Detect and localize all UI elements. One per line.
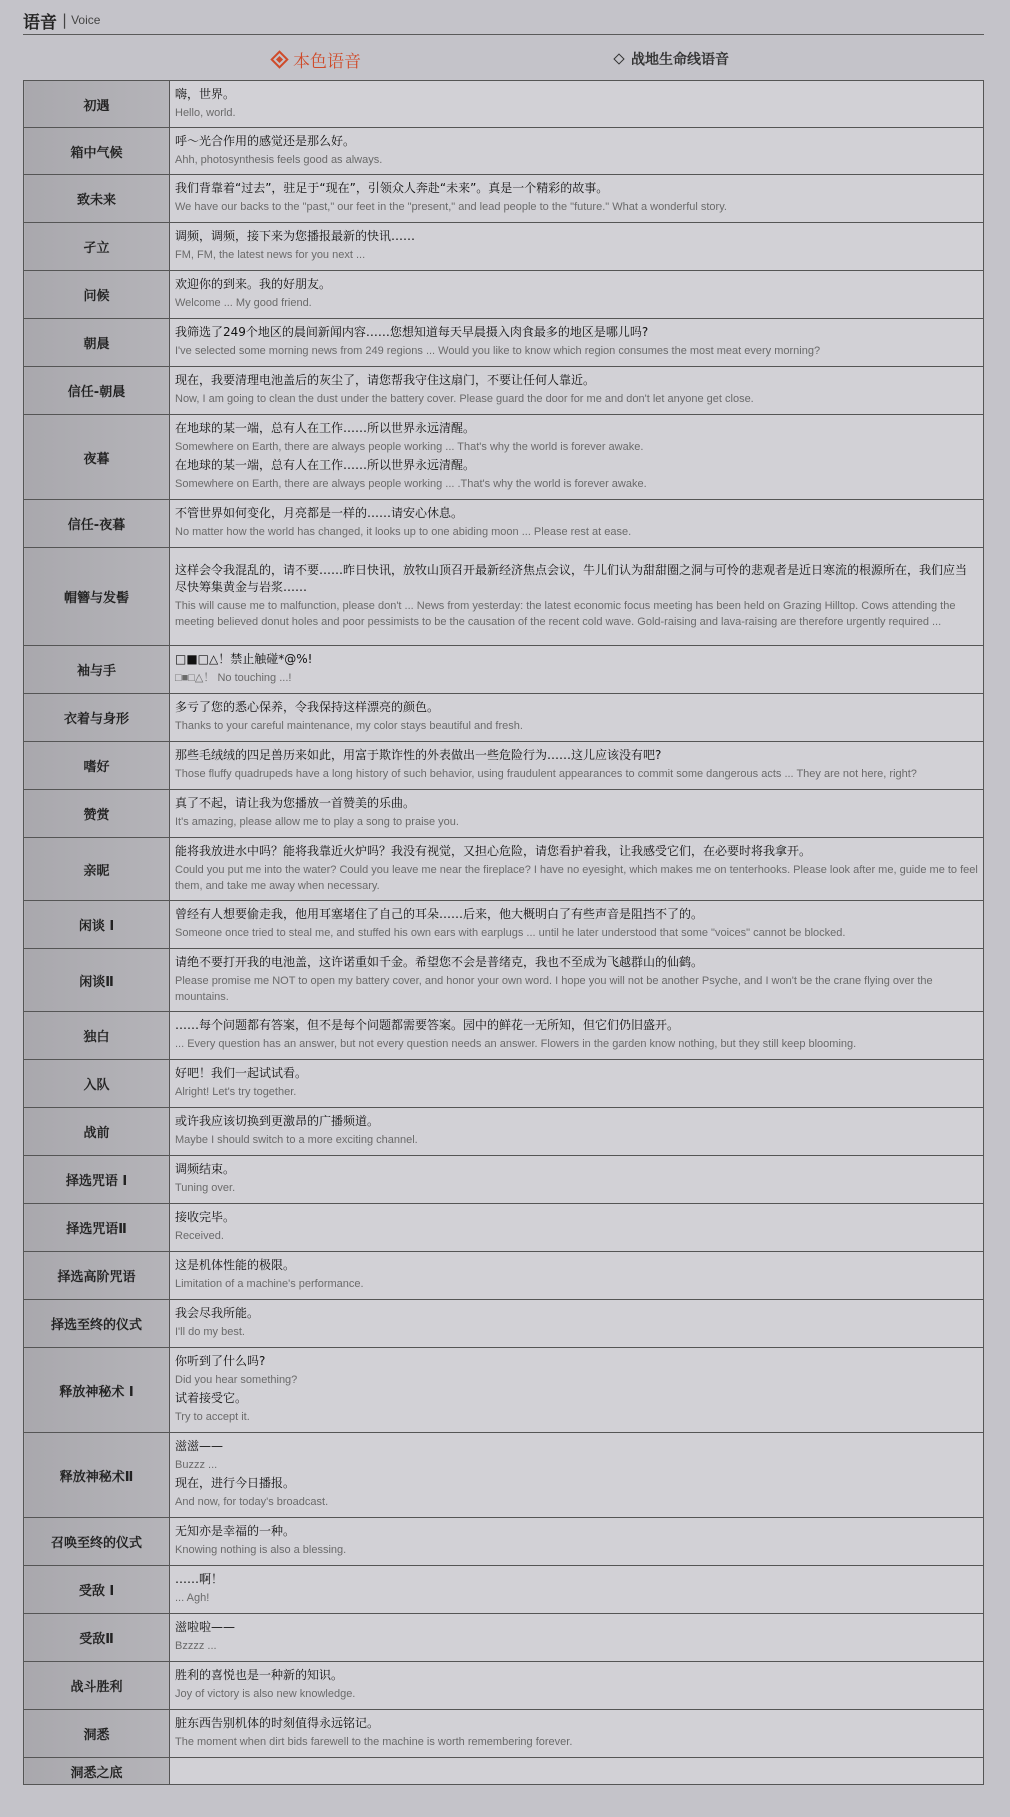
voice-row-content bbox=[170, 548, 984, 646]
voice-row-content bbox=[170, 790, 984, 838]
voice-line-chinese: 滋滋—— bbox=[175, 1439, 224, 1453]
voice-row-content bbox=[170, 646, 984, 694]
voice-row-label: 孑立 bbox=[24, 223, 170, 271]
voice-row-content bbox=[170, 1710, 984, 1758]
voice-line-english: Welcome ... My good friend. bbox=[175, 297, 312, 309]
voice-line-english: ... Agh! bbox=[175, 1592, 210, 1604]
voice-row bbox=[24, 1518, 984, 1566]
voice-row bbox=[24, 1710, 984, 1758]
voice-row-content bbox=[170, 1348, 984, 1433]
voice-line-english: Try to accept it. bbox=[175, 1411, 250, 1423]
voice-line-english: It's amazing, please allow me to play a song to praise you. bbox=[175, 816, 459, 828]
voice-row-content bbox=[170, 1252, 984, 1300]
tab-lifeline-voice-label: 战地生命线语音 bbox=[631, 52, 729, 68]
diamond-filled-icon bbox=[270, 50, 288, 68]
voice-row-label: 袖与手 bbox=[24, 646, 170, 694]
voice-row bbox=[24, 1348, 984, 1433]
voice-line-english: FM, FM, the latest news for you next ... bbox=[175, 249, 366, 261]
voice-line-english: Could you put me into the water? Could you leave me near the fireplace? I have no eyesight, which makes me on tenterhooks. Please look after me, guide me to feel them, and take me away when necessary. bbox=[175, 863, 978, 892]
voice-line-english: Now, I am going to clean the dust under the battery cover. Please guard the door for me and don't let anyone get close. bbox=[175, 393, 754, 405]
voice-row-content bbox=[170, 500, 984, 548]
voice-row bbox=[24, 1662, 984, 1710]
voice-row-content bbox=[170, 1204, 984, 1252]
voice-row bbox=[24, 901, 984, 949]
voice-line-english: Joy of victory is also new knowledge. bbox=[175, 1688, 356, 1700]
voice-row bbox=[24, 646, 984, 694]
voice-line-english: □■□△！ No touching ...! bbox=[175, 672, 292, 684]
voice-row-content bbox=[170, 1758, 984, 1785]
voice-row-content bbox=[170, 694, 984, 742]
voice-line-english: Tuning over. bbox=[175, 1182, 236, 1194]
voice-row-content bbox=[170, 1662, 984, 1710]
voice-row-content bbox=[170, 175, 984, 223]
voice-line-chinese: 嗨，世界。 bbox=[175, 86, 236, 101]
voice-row bbox=[24, 1614, 984, 1662]
voice-row-content bbox=[170, 367, 984, 415]
voice-row bbox=[24, 1252, 984, 1300]
voice-line-chinese: 脏东西告别机体的时刻值得永远铭记。 bbox=[175, 1716, 380, 1730]
voice-line-english: And now, for today's broadcast. bbox=[175, 1496, 329, 1508]
voice-line-english: Hello, world. bbox=[175, 106, 236, 119]
voice-line-english: Thanks to your careful maintenance, my color stays beautiful and fresh. bbox=[175, 720, 523, 732]
voice-line-english: This will cause me to malfunction, please don't ... News from yesterday: the latest economic focus meeting has been held on Grazing Hilltop. Cows attending the meeting believed donut holes and poor pessimists to be the causation of the recent cold wave. Gold-raising and lava-raising are therefore urgently required ... bbox=[175, 599, 956, 628]
voice-line-english: Alright! Let's try together. bbox=[175, 1086, 297, 1098]
voice-line-english: Bzzzz ... bbox=[175, 1640, 217, 1652]
voice-row-label: 入队 bbox=[24, 1060, 170, 1108]
voice-row bbox=[24, 1300, 984, 1348]
voice-line-english: Limitation of a machine's performance. bbox=[175, 1278, 364, 1290]
voice-line-chinese: 能将我放进水中吗？能将我靠近火炉吗？我没有视觉，又担心危险，请您看护着我，让我感受它们，在必要时将我拿开。 bbox=[175, 843, 812, 858]
voice-line-chinese: 我会尽我所能。 bbox=[175, 1306, 260, 1320]
voice-row-content bbox=[170, 223, 984, 271]
voice-row-content bbox=[170, 1012, 984, 1060]
voice-row-label: 信任-朝晨 bbox=[24, 367, 170, 415]
voice-line-english: Did you hear something? bbox=[175, 1374, 298, 1386]
voice-line-chinese: 现在，进行今日播报。 bbox=[175, 1476, 296, 1490]
voice-line-chinese: 调频，调频，接下来为您播报最新的快讯…… bbox=[175, 229, 416, 243]
voice-line-english: I'll do my best. bbox=[175, 1326, 245, 1338]
voice-row bbox=[24, 223, 984, 271]
voice-line-chinese: ……每个问题都有答案，但不是每个问题都需要答案。园中的鲜花一无所知，但它们仍旧盛开。 bbox=[175, 1018, 680, 1032]
voice-row-content bbox=[170, 81, 984, 128]
voice-row-label: 洞悉 bbox=[24, 1710, 170, 1758]
voice-table-body bbox=[24, 81, 984, 1785]
voice-row-label: 择选高阶咒语 bbox=[24, 1252, 170, 1300]
voice-line-chinese: 调频结束。 bbox=[175, 1162, 236, 1176]
voice-line-english: Those fluffy quadrupeds have a long history of such behavior, using fraudulent appearances to commit some dangerous acts ... They are not here, right? bbox=[175, 768, 917, 780]
voice-row-label: 独白 bbox=[24, 1012, 170, 1060]
voice-row bbox=[24, 319, 984, 367]
voice-row-label: 闲谈 I bbox=[24, 901, 170, 949]
voice-row-content bbox=[170, 271, 984, 319]
voice-row-content bbox=[170, 1614, 984, 1662]
voice-line-english: I've selected some morning news from 249 regions ... Would you like to know which region consumes the most meat every morning? bbox=[175, 345, 821, 357]
voice-line-chinese: 好吧！我们一起试试看。 bbox=[175, 1066, 308, 1080]
voice-row-content bbox=[170, 838, 984, 901]
voice-table bbox=[23, 80, 984, 1785]
voice-row bbox=[24, 1758, 984, 1785]
voice-line-chinese: □■□△！禁止触碰*@%! bbox=[175, 652, 313, 666]
voice-row bbox=[24, 271, 984, 319]
voice-row-label: 释放神秘术Ⅱ bbox=[24, 1433, 170, 1518]
voice-line-english: Ahh, photosynthesis feels good as always. bbox=[175, 153, 383, 166]
voice-row-label: 择选至终的仪式 bbox=[24, 1300, 170, 1348]
voice-line-chinese: 不管世界如何变化，月亮都是一样的……请安心休息。 bbox=[175, 506, 464, 520]
voice-row-content bbox=[170, 1300, 984, 1348]
voice-line-chinese: ……啊！ bbox=[175, 1572, 224, 1586]
voice-line-english: Received. bbox=[175, 1230, 224, 1242]
voice-line-chinese: 我们背靠着“过去”，驻足于“现在”，引领众人奔赴“未来”。真是一个精彩的故事。 bbox=[175, 181, 609, 195]
voice-line-chinese: 我筛选了249个地区的晨间新闻内容……您想知道每天早晨摄入肉食最多的地区是哪儿吗? bbox=[175, 325, 649, 339]
voice-row-content bbox=[170, 1108, 984, 1156]
voice-row-content bbox=[170, 949, 984, 1012]
voice-line-chinese: 滋啦啦—— bbox=[175, 1620, 236, 1634]
voice-line-chinese: 请绝不要打开我的电池盖，这许诺重如千金。希望您不会是普绪克，我也不至成为飞越群山的仙鹤。 bbox=[175, 954, 704, 969]
voice-row bbox=[24, 838, 984, 901]
voice-row bbox=[24, 1060, 984, 1108]
voice-row-content bbox=[170, 1156, 984, 1204]
voice-row bbox=[24, 500, 984, 548]
voice-row-label: 亲昵 bbox=[24, 838, 170, 901]
voice-row-label: 致未来 bbox=[24, 175, 170, 223]
voice-row bbox=[24, 128, 984, 175]
header-divider: | bbox=[62, 11, 68, 29]
voice-line-english: No matter how the world has changed, it looks up to one abiding moon ... Please rest at ease. bbox=[175, 526, 632, 538]
voice-row-content bbox=[170, 1518, 984, 1566]
voice-line-english: Somewhere on Earth, there are always people working ... .That's why the world is forever awake. bbox=[175, 478, 647, 490]
voice-row-label: 夜暮 bbox=[24, 415, 170, 500]
voice-row bbox=[24, 1204, 984, 1252]
voice-row-content bbox=[170, 415, 984, 500]
voice-line-chinese: 胜利的喜悦也是一种新的知识。 bbox=[175, 1668, 344, 1682]
voice-row bbox=[24, 790, 984, 838]
voice-row-content bbox=[170, 742, 984, 790]
voice-row-label: 闲谈Ⅱ bbox=[24, 949, 170, 1012]
voice-tabs bbox=[23, 46, 984, 72]
voice-row-content bbox=[170, 1060, 984, 1108]
voice-row-label: 择选咒语 I bbox=[24, 1156, 170, 1204]
voice-row-label: 择选咒语Ⅱ bbox=[24, 1204, 170, 1252]
voice-row bbox=[24, 694, 984, 742]
voice-row-label: 朝晨 bbox=[24, 319, 170, 367]
voice-line-chinese: 在地球的某一端，总有人在工作……所以世界永远清醒。 bbox=[175, 458, 476, 472]
section-title: 语音 bbox=[23, 12, 57, 33]
voice-line-chinese: 试着接受它。 bbox=[175, 1391, 248, 1405]
voice-line-chinese: 在地球的某一端，总有人在工作……所以世界永远清醒。 bbox=[175, 421, 476, 435]
voice-row-content bbox=[170, 128, 984, 175]
tab-lifeline-voice[interactable] bbox=[615, 46, 729, 72]
voice-row bbox=[24, 949, 984, 1012]
voice-line-chinese: 那些毛绒绒的四足兽历来如此，用富于欺诈性的外表做出一些危险行为……这儿应该没有吧? bbox=[175, 748, 662, 762]
voice-line-chinese: 欢迎你的到来。我的好朋友。 bbox=[175, 277, 332, 291]
voice-row-label: 战前 bbox=[24, 1108, 170, 1156]
voice-row-label: 释放神秘术 I bbox=[24, 1348, 170, 1433]
voice-line-chinese: 无知亦是幸福的一种。 bbox=[175, 1524, 296, 1538]
section-header bbox=[23, 6, 984, 35]
voice-row bbox=[24, 81, 984, 128]
section-subtitle: Voice bbox=[71, 13, 101, 27]
voice-line-chinese: 接收完毕。 bbox=[175, 1210, 236, 1224]
voice-row-content bbox=[170, 319, 984, 367]
voice-row-label: 箱中气候 bbox=[24, 128, 170, 175]
voice-row-label: 战斗胜利 bbox=[24, 1662, 170, 1710]
voice-line-english: ... Every question has an answer, but not every question needs an answer. Flowers in the garden know nothing, but they still keep blooming. bbox=[175, 1038, 857, 1050]
voice-row-label: 受敌Ⅱ bbox=[24, 1614, 170, 1662]
voice-line-english: Buzzz ... bbox=[175, 1459, 218, 1471]
voice-row-label: 受敌 I bbox=[24, 1566, 170, 1614]
voice-line-chinese: 这是机体性能的极限。 bbox=[175, 1258, 296, 1272]
voice-line-english: We have our backs to the "past," our feet in the "present," and lead people to the "future." What a wonderful story. bbox=[175, 201, 727, 213]
voice-line-chinese: 或许我应该切换到更激昂的广播频道。 bbox=[175, 1114, 380, 1128]
voice-row bbox=[24, 175, 984, 223]
voice-line-english: Maybe I should switch to a more exciting channel. bbox=[175, 1134, 418, 1146]
voice-row-label: 赞赏 bbox=[24, 790, 170, 838]
voice-line-english: The moment when dirt bids farewell to the machine is worth remembering forever. bbox=[175, 1736, 573, 1748]
voice-row bbox=[24, 1156, 984, 1204]
tab-original-voice-label: 本色语音 bbox=[293, 51, 361, 72]
diamond-outline-icon bbox=[613, 53, 624, 64]
voice-row bbox=[24, 1433, 984, 1518]
voice-row-label: 信任-夜暮 bbox=[24, 500, 170, 548]
tab-original-voice[interactable] bbox=[273, 46, 361, 72]
voice-row bbox=[24, 548, 984, 646]
voice-line-english: Somewhere on Earth, there are always people working ... That's why the world is forever awake. bbox=[175, 441, 644, 453]
voice-row-label: 初遇 bbox=[24, 81, 170, 128]
voice-row bbox=[24, 742, 984, 790]
voice-line-chinese: 曾经有人想要偷走我，他用耳塞堵住了自己的耳朵……后来，他大概明白了有些声音是阻挡不了的。 bbox=[175, 907, 704, 921]
voice-row bbox=[24, 1566, 984, 1614]
voice-row-content bbox=[170, 901, 984, 949]
voice-row bbox=[24, 1012, 984, 1060]
voice-row bbox=[24, 1108, 984, 1156]
voice-row-label: 召唤至终的仪式 bbox=[24, 1518, 170, 1566]
voice-line-chinese: 真了不起，请让我为您播放一首赞美的乐曲。 bbox=[175, 796, 416, 810]
voice-row-content bbox=[170, 1433, 984, 1518]
voice-row-label: 衣着与身形 bbox=[24, 694, 170, 742]
voice-row-label: 洞悉之底 bbox=[24, 1758, 170, 1785]
voice-line-chinese: 你听到了什么吗? bbox=[175, 1354, 266, 1368]
voice-line-english: Someone once tried to steal me, and stuffed his own ears with earplugs ... until he later understood that some "voices" cannot be blocked. bbox=[175, 927, 846, 939]
voice-row-label: 嗜好 bbox=[24, 742, 170, 790]
voice-row-label: 帽簪与发髻 bbox=[24, 548, 170, 646]
voice-line-chinese: 多亏了您的悉心保养，令我保持这样漂亮的颜色。 bbox=[175, 700, 440, 714]
voice-line-chinese: 现在，我要清理电池盖后的灰尘了，请您帮我守住这扇门，不要让任何人靠近。 bbox=[175, 373, 596, 387]
voice-row-label: 问候 bbox=[24, 271, 170, 319]
voice-line-english: Please promise me NOT to open my battery cover, and honor your own word. I hope you will not be another Psyche, and I won't be the crane flying over the mountains. bbox=[175, 974, 933, 1003]
voice-line-english: Knowing nothing is also a blessing. bbox=[175, 1544, 347, 1556]
voice-line-chinese: 这样会令我混乱的，请不要……昨日快讯，放牧山顶召开最新经济焦点会议，牛儿们认为甜甜圈之洞与可怜的悲观者是近日寒流的根源所在，我们应当尽快筹集黄金与岩浆…… bbox=[175, 562, 968, 594]
voice-line-chinese: 呼～光合作用的感觉还是那么好。 bbox=[175, 133, 356, 148]
voice-row bbox=[24, 415, 984, 500]
voice-row-content bbox=[170, 1566, 984, 1614]
voice-row bbox=[24, 367, 984, 415]
